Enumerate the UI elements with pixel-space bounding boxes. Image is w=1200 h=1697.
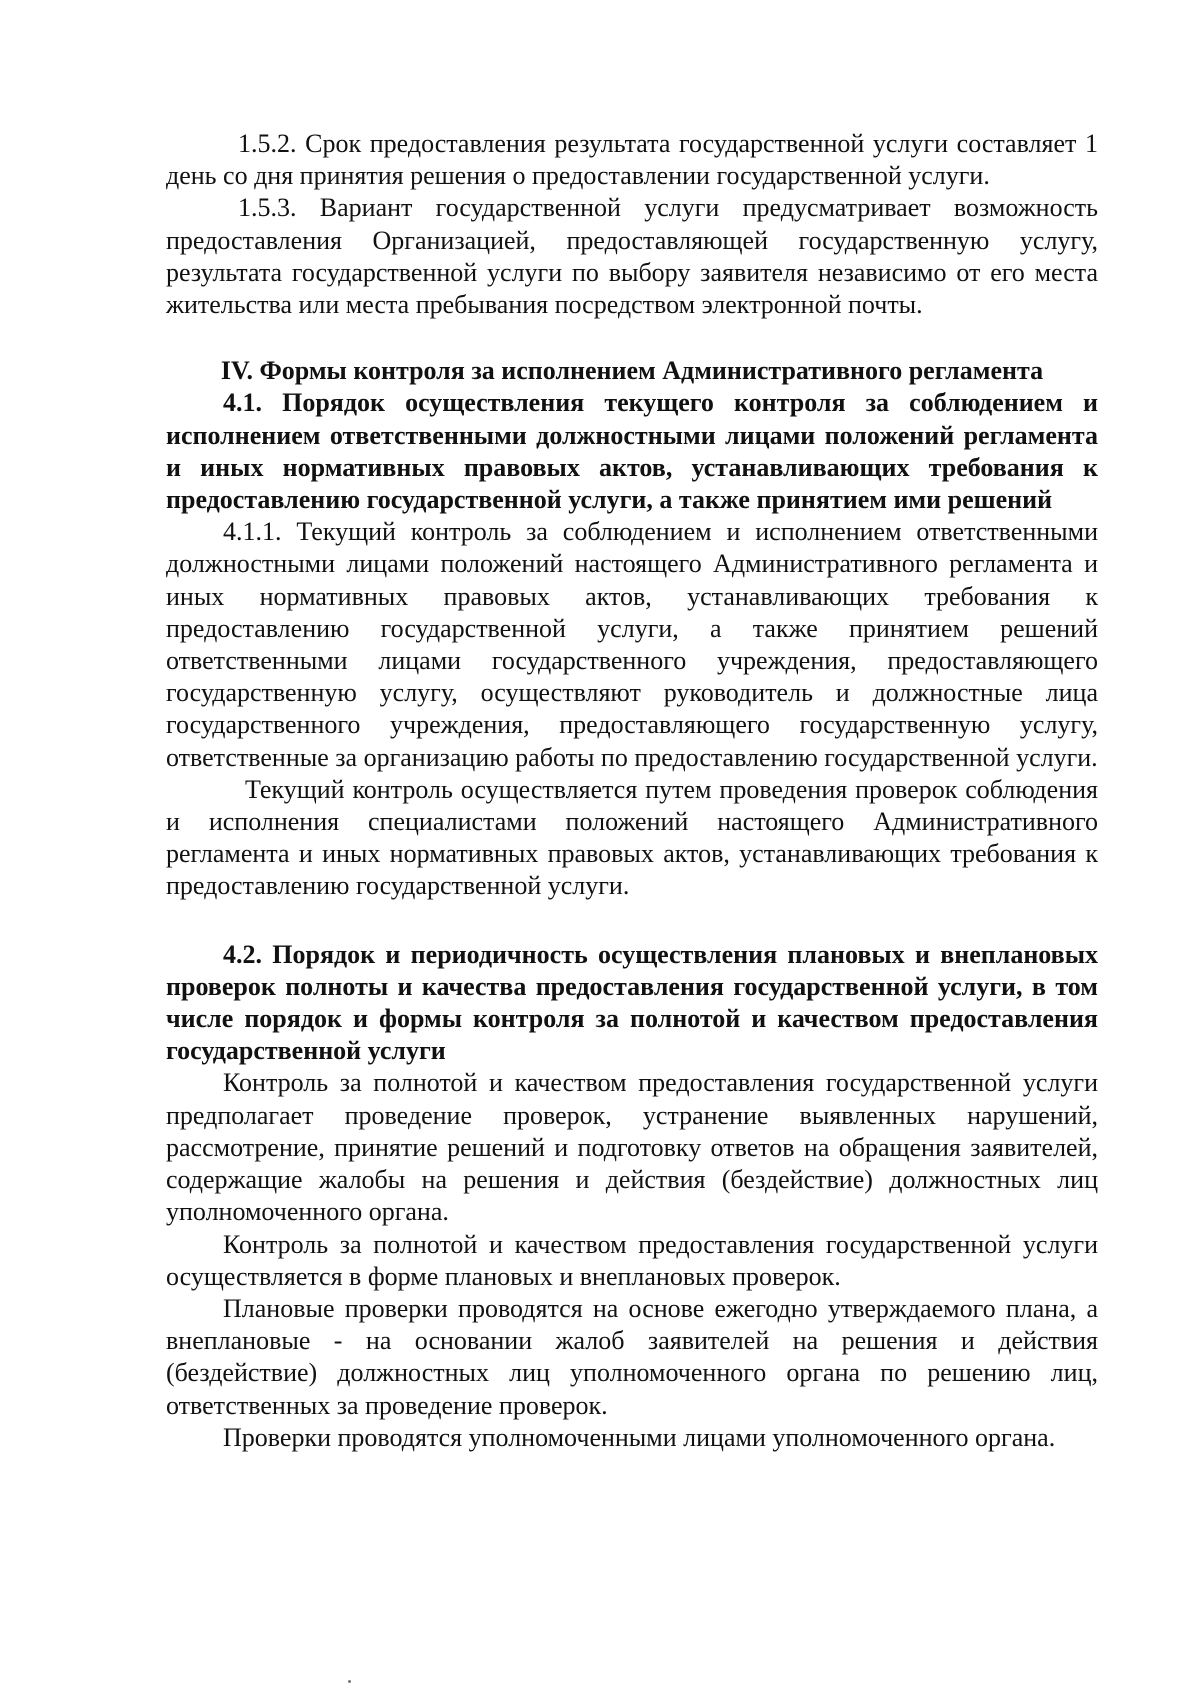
- paragraph-control-2: Контроль за полнотой и качеством предоставления государственной услуги осуществляется в форме плановых и внеплановых проверок.: [166, 1229, 1098, 1291]
- paragraph-1-5-3: 1.5.3. Вариант государственной услуги предусматривает возможность предоставления Организацией, предоставляющей государственную услугу, результата государственной услуги по выбору заявителя независимо от его места жительства или места пребывания посредством электронной почты.: [166, 193, 1098, 320]
- paragraph-1-5-2: 1.5.2. Срок предоставления результата государственной услуги составляет 1 день со дня принятия решения о предоставлении государственной услуги.: [166, 129, 1098, 191]
- paragraph-control-1: Контроль за полнотой и качеством предоставления государственной услуги предполагает проведение проверок, устранение выявленных нарушений, рассмотрение, принятие решений и подготовку ответов на обращения заявителей, содержащие жалобы на решения и действия (бездействие) должностных лиц уполномоченного органа.: [166, 1068, 1098, 1227]
- paragraph-inspections: Проверки проводятся уполномоченными лицами уполномоченного органа.: [223, 1422, 1056, 1452]
- paragraph-4-1-1: 4.1.1. Текущий контроль за соблюдением и исполнением ответственными должностными лицами положений настоящего Административного регламента и иных нормативных правовых актов, устанавливающих требования к предоставлению государственной услуги, а также принятием решений ответственными лицами государственного учреждения, предоставляющего государственную услугу, осуществляют руководитель и должностные лица государственного учреждения, предоставляющего государственную услугу, ответственные за организацию работы по предоставлению государственной услуги.: [166, 517, 1098, 772]
- paragraph-current-control: Текущий контроль осуществляется путем проведения проверок соблюдения и исполнения специалистами положений настоящего Административного регламента и иных нормативных правовых актов, устанавливающих требования к предоставлению государственной услуги.: [166, 774, 1098, 901]
- paragraph-planned-checks: Плановые проверки проводятся на основе ежегодно утверждаемого плана, а внеплановые - на основании жалоб заявителей на решения и действия (бездействие) должностных лиц уполномоченного органа по решению лиц, ответственных за проведение проверок.: [166, 1293, 1098, 1420]
- heading-4-1: 4.1. Порядок осуществления текущего контроля за соблюдением и исполнением ответственными должностными лицами положений регламента и иных нормативных правовых актов, устанавливающих требования к предоставлению государственной услуги, а также принятием ими решений: [166, 388, 1098, 515]
- scan-dot-mark: [348, 1680, 351, 1683]
- document-page: [166, 128, 1098, 1454]
- heading-4-2: 4.2. Порядок и периодичность осуществления плановых и внеплановых проверок полноты и качества предоставления государственной услуги, в том числе порядок и формы контроля за полнотой и качеством предоставления государственной услуги: [166, 939, 1098, 1066]
- section-iv-title: IV. Формы контроля за исполнением Административного регламента: [220, 356, 1044, 386]
